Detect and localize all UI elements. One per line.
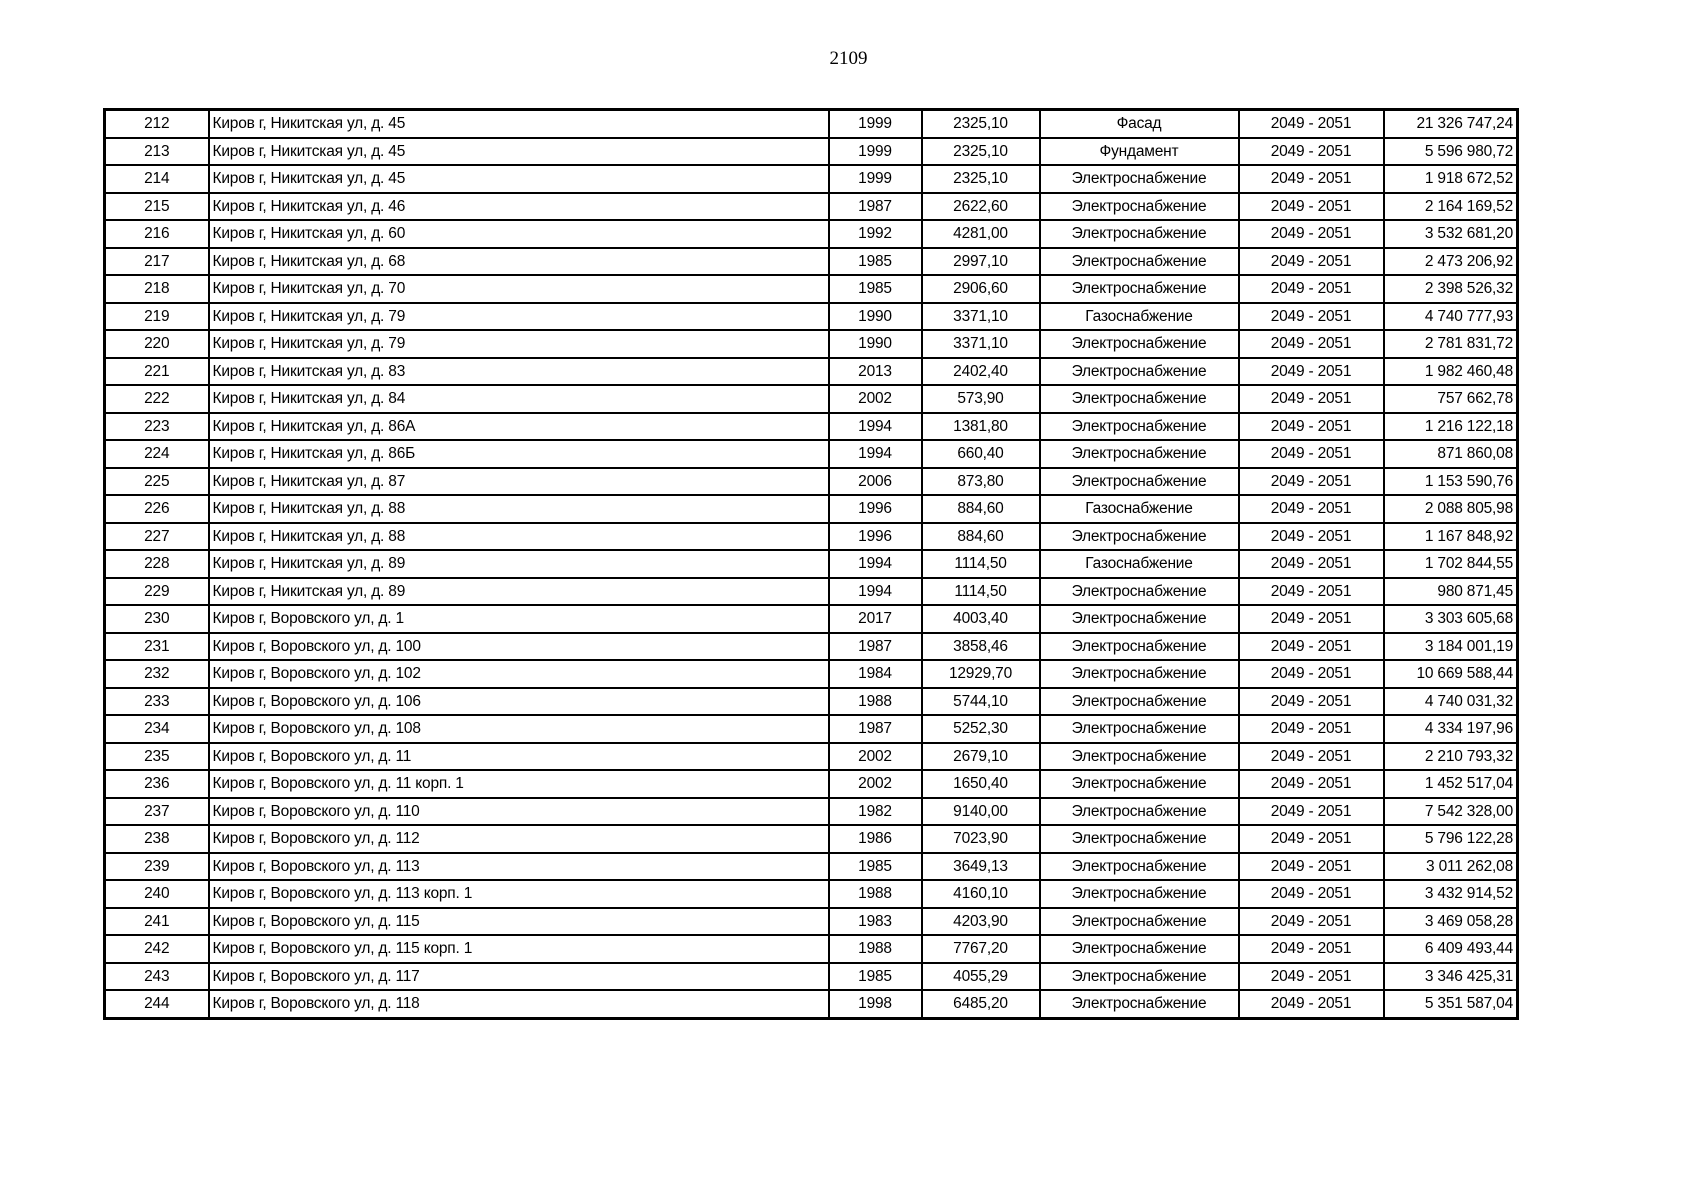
year-built-cell: 1988 (829, 688, 922, 716)
cost-cell: 2 210 793,32 (1384, 743, 1518, 771)
year-built-cell: 1994 (829, 578, 922, 606)
area-cell: 3649,13 (922, 853, 1040, 881)
row-number-cell: 215 (105, 193, 209, 221)
row-number-cell: 218 (105, 275, 209, 303)
address-cell: Киров г, Никитская ул, д. 88 (209, 523, 829, 551)
period-cell: 2049 - 2051 (1239, 275, 1384, 303)
cost-cell: 5 596 980,72 (1384, 138, 1518, 166)
year-built-cell: 1982 (829, 798, 922, 826)
period-cell: 2049 - 2051 (1239, 578, 1384, 606)
period-cell: 2049 - 2051 (1239, 743, 1384, 771)
area-cell: 2622,60 (922, 193, 1040, 221)
row-number-cell: 233 (105, 688, 209, 716)
table-row (105, 385, 1518, 413)
address-cell: Киров г, Воровского ул, д. 112 (209, 825, 829, 853)
area-cell: 1114,50 (922, 550, 1040, 578)
cost-cell: 2 473 206,92 (1384, 248, 1518, 276)
area-cell: 873,80 (922, 468, 1040, 496)
table-row (105, 248, 1518, 276)
area-cell: 660,40 (922, 440, 1040, 468)
address-cell: Киров г, Никитская ул, д. 88 (209, 495, 829, 523)
year-built-cell: 1988 (829, 935, 922, 963)
table-row (105, 990, 1518, 1018)
cost-cell: 3 532 681,20 (1384, 220, 1518, 248)
period-cell: 2049 - 2051 (1239, 495, 1384, 523)
row-number-cell: 220 (105, 330, 209, 358)
area-cell: 2402,40 (922, 358, 1040, 386)
year-built-cell: 2002 (829, 743, 922, 771)
work-type-cell: Электроснабжение (1040, 330, 1239, 358)
row-number-cell: 212 (105, 110, 209, 138)
area-cell: 2325,10 (922, 165, 1040, 193)
row-number-cell: 213 (105, 138, 209, 166)
period-cell: 2049 - 2051 (1239, 880, 1384, 908)
work-type-cell: Электроснабжение (1040, 275, 1239, 303)
area-cell: 7767,20 (922, 935, 1040, 963)
row-number-cell: 232 (105, 660, 209, 688)
work-type-cell: Электроснабжение (1040, 990, 1239, 1018)
cost-cell: 5 351 587,04 (1384, 990, 1518, 1018)
row-number-cell: 224 (105, 440, 209, 468)
work-type-cell: Электроснабжение (1040, 853, 1239, 881)
period-cell: 2049 - 2051 (1239, 440, 1384, 468)
address-cell: Киров г, Воровского ул, д. 113 (209, 853, 829, 881)
area-cell: 1114,50 (922, 578, 1040, 606)
row-number-cell: 227 (105, 523, 209, 551)
area-cell: 5744,10 (922, 688, 1040, 716)
cost-cell: 3 011 262,08 (1384, 853, 1518, 881)
address-cell: Киров г, Никитская ул, д. 89 (209, 550, 829, 578)
year-built-cell: 1999 (829, 110, 922, 138)
table-row (105, 935, 1518, 963)
period-cell: 2049 - 2051 (1239, 468, 1384, 496)
year-built-cell: 1992 (829, 220, 922, 248)
address-cell: Киров г, Воровского ул, д. 100 (209, 633, 829, 661)
work-type-cell: Электроснабжение (1040, 633, 1239, 661)
work-type-cell: Электроснабжение (1040, 770, 1239, 798)
table-row (105, 825, 1518, 853)
area-cell: 2325,10 (922, 138, 1040, 166)
period-cell: 2049 - 2051 (1239, 908, 1384, 936)
work-type-cell: Электроснабжение (1040, 908, 1239, 936)
period-cell: 2049 - 2051 (1239, 523, 1384, 551)
table-row (105, 908, 1518, 936)
table-row (105, 688, 1518, 716)
work-type-cell: Электроснабжение (1040, 413, 1239, 441)
cost-cell: 2 164 169,52 (1384, 193, 1518, 221)
area-cell: 1650,40 (922, 770, 1040, 798)
table-row (105, 303, 1518, 331)
table-row (105, 605, 1518, 633)
period-cell: 2049 - 2051 (1239, 688, 1384, 716)
year-built-cell: 1999 (829, 138, 922, 166)
cost-cell: 3 432 914,52 (1384, 880, 1518, 908)
cost-cell: 1 702 844,55 (1384, 550, 1518, 578)
period-cell: 2049 - 2051 (1239, 963, 1384, 991)
row-number-cell: 225 (105, 468, 209, 496)
area-cell: 9140,00 (922, 798, 1040, 826)
year-built-cell: 1990 (829, 303, 922, 331)
cost-cell: 980 871,45 (1384, 578, 1518, 606)
cost-cell: 21 326 747,24 (1384, 110, 1518, 138)
area-cell: 3371,10 (922, 330, 1040, 358)
period-cell: 2049 - 2051 (1239, 110, 1384, 138)
cost-cell: 1 918 672,52 (1384, 165, 1518, 193)
year-built-cell: 2002 (829, 385, 922, 413)
work-type-cell: Электроснабжение (1040, 880, 1239, 908)
address-cell: Киров г, Воровского ул, д. 106 (209, 688, 829, 716)
work-type-cell: Электроснабжение (1040, 963, 1239, 991)
cost-cell: 4 334 197,96 (1384, 715, 1518, 743)
year-built-cell: 1994 (829, 550, 922, 578)
row-number-cell: 231 (105, 633, 209, 661)
table-row (105, 413, 1518, 441)
year-built-cell: 1987 (829, 633, 922, 661)
area-cell: 3858,46 (922, 633, 1040, 661)
row-number-cell: 238 (105, 825, 209, 853)
area-cell: 7023,90 (922, 825, 1040, 853)
work-type-cell: Электроснабжение (1040, 935, 1239, 963)
work-type-cell: Электроснабжение (1040, 660, 1239, 688)
period-cell: 2049 - 2051 (1239, 660, 1384, 688)
year-built-cell: 1996 (829, 523, 922, 551)
area-cell: 884,60 (922, 495, 1040, 523)
registry-body (105, 110, 1518, 1019)
work-type-cell: Электроснабжение (1040, 743, 1239, 771)
address-cell: Киров г, Воровского ул, д. 11 (209, 743, 829, 771)
period-cell: 2049 - 2051 (1239, 248, 1384, 276)
area-cell: 4055,29 (922, 963, 1040, 991)
year-built-cell: 2002 (829, 770, 922, 798)
area-cell: 3371,10 (922, 303, 1040, 331)
work-type-cell: Газоснабжение (1040, 303, 1239, 331)
work-type-cell: Электроснабжение (1040, 385, 1239, 413)
year-built-cell: 1994 (829, 440, 922, 468)
area-cell: 2325,10 (922, 110, 1040, 138)
area-cell: 12929,70 (922, 660, 1040, 688)
address-cell: Киров г, Воровского ул, д. 115 (209, 908, 829, 936)
address-cell: Киров г, Воровского ул, д. 108 (209, 715, 829, 743)
cost-cell: 2 781 831,72 (1384, 330, 1518, 358)
period-cell: 2049 - 2051 (1239, 798, 1384, 826)
row-number-cell: 241 (105, 908, 209, 936)
cost-cell: 4 740 031,32 (1384, 688, 1518, 716)
work-type-cell: Электроснабжение (1040, 715, 1239, 743)
cost-cell: 1 982 460,48 (1384, 358, 1518, 386)
row-number-cell: 214 (105, 165, 209, 193)
period-cell: 2049 - 2051 (1239, 220, 1384, 248)
period-cell: 2049 - 2051 (1239, 165, 1384, 193)
row-number-cell: 226 (105, 495, 209, 523)
year-built-cell: 1983 (829, 908, 922, 936)
row-number-cell: 239 (105, 853, 209, 881)
address-cell: Киров г, Никитская ул, д. 70 (209, 275, 829, 303)
table-row (105, 715, 1518, 743)
year-built-cell: 1988 (829, 880, 922, 908)
row-number-cell: 228 (105, 550, 209, 578)
year-built-cell: 1998 (829, 990, 922, 1018)
cost-cell: 3 346 425,31 (1384, 963, 1518, 991)
table-row (105, 165, 1518, 193)
row-number-cell: 230 (105, 605, 209, 633)
work-type-cell: Электроснабжение (1040, 468, 1239, 496)
address-cell: Киров г, Никитская ул, д. 83 (209, 358, 829, 386)
table-row (105, 770, 1518, 798)
year-built-cell: 2006 (829, 468, 922, 496)
work-type-cell: Электроснабжение (1040, 248, 1239, 276)
period-cell: 2049 - 2051 (1239, 825, 1384, 853)
year-built-cell: 1985 (829, 248, 922, 276)
table-row (105, 880, 1518, 908)
cost-cell: 1 153 590,76 (1384, 468, 1518, 496)
address-cell: Киров г, Воровского ул, д. 117 (209, 963, 829, 991)
table-row (105, 523, 1518, 551)
table-row (105, 330, 1518, 358)
address-cell: Киров г, Воровского ул, д. 102 (209, 660, 829, 688)
row-number-cell: 243 (105, 963, 209, 991)
address-cell: Киров г, Никитская ул, д. 79 (209, 303, 829, 331)
address-cell: Киров г, Воровского ул, д. 113 корп. 1 (209, 880, 829, 908)
period-cell: 2049 - 2051 (1239, 385, 1384, 413)
period-cell: 2049 - 2051 (1239, 715, 1384, 743)
period-cell: 2049 - 2051 (1239, 330, 1384, 358)
address-cell: Киров г, Никитская ул, д. 60 (209, 220, 829, 248)
work-type-cell: Электроснабжение (1040, 605, 1239, 633)
year-built-cell: 1994 (829, 413, 922, 441)
cost-cell: 871 860,08 (1384, 440, 1518, 468)
area-cell: 573,90 (922, 385, 1040, 413)
address-cell: Киров г, Никитская ул, д. 86А (209, 413, 829, 441)
table-row (105, 660, 1518, 688)
year-built-cell: 1985 (829, 963, 922, 991)
work-type-cell: Электроснабжение (1040, 440, 1239, 468)
row-number-cell: 223 (105, 413, 209, 441)
area-cell: 4160,10 (922, 880, 1040, 908)
area-cell: 4281,00 (922, 220, 1040, 248)
work-type-cell: Электроснабжение (1040, 220, 1239, 248)
cost-cell: 5 796 122,28 (1384, 825, 1518, 853)
year-built-cell: 1987 (829, 193, 922, 221)
cost-cell: 6 409 493,44 (1384, 935, 1518, 963)
row-number-cell: 216 (105, 220, 209, 248)
table-row (105, 495, 1518, 523)
period-cell: 2049 - 2051 (1239, 605, 1384, 633)
row-number-cell: 229 (105, 578, 209, 606)
area-cell: 4003,40 (922, 605, 1040, 633)
address-cell: Киров г, Никитская ул, д. 84 (209, 385, 829, 413)
table-row (105, 963, 1518, 991)
address-cell: Киров г, Воровского ул, д. 118 (209, 990, 829, 1018)
address-cell: Киров г, Воровского ул, д. 115 корп. 1 (209, 935, 829, 963)
work-type-cell: Электроснабжение (1040, 688, 1239, 716)
period-cell: 2049 - 2051 (1239, 138, 1384, 166)
table-row (105, 358, 1518, 386)
work-type-cell: Электроснабжение (1040, 358, 1239, 386)
year-built-cell: 1990 (829, 330, 922, 358)
work-type-cell: Газоснабжение (1040, 550, 1239, 578)
period-cell: 2049 - 2051 (1239, 990, 1384, 1018)
table-row (105, 743, 1518, 771)
row-number-cell: 222 (105, 385, 209, 413)
row-number-cell: 235 (105, 743, 209, 771)
table-row (105, 440, 1518, 468)
period-cell: 2049 - 2051 (1239, 935, 1384, 963)
row-number-cell: 240 (105, 880, 209, 908)
cost-cell: 3 303 605,68 (1384, 605, 1518, 633)
table-row (105, 110, 1518, 138)
period-cell: 2049 - 2051 (1239, 413, 1384, 441)
year-built-cell: 1984 (829, 660, 922, 688)
work-type-cell: Электроснабжение (1040, 578, 1239, 606)
area-cell: 5252,30 (922, 715, 1040, 743)
address-cell: Киров г, Никитская ул, д. 79 (209, 330, 829, 358)
row-number-cell: 237 (105, 798, 209, 826)
area-cell: 2997,10 (922, 248, 1040, 276)
year-built-cell: 1985 (829, 275, 922, 303)
registry-table (103, 108, 1519, 1020)
address-cell: Киров г, Воровского ул, д. 11 корп. 1 (209, 770, 829, 798)
address-cell: Киров г, Никитская ул, д. 45 (209, 138, 829, 166)
address-cell: Киров г, Никитская ул, д. 87 (209, 468, 829, 496)
year-built-cell: 2013 (829, 358, 922, 386)
year-built-cell: 1985 (829, 853, 922, 881)
area-cell: 1381,80 (922, 413, 1040, 441)
cost-cell: 2 088 805,98 (1384, 495, 1518, 523)
work-type-cell: Электроснабжение (1040, 798, 1239, 826)
cost-cell: 1 452 517,04 (1384, 770, 1518, 798)
table-row (105, 193, 1518, 221)
area-cell: 884,60 (922, 523, 1040, 551)
work-type-cell: Электроснабжение (1040, 523, 1239, 551)
year-built-cell: 1987 (829, 715, 922, 743)
cost-cell: 757 662,78 (1384, 385, 1518, 413)
table-row (105, 275, 1518, 303)
row-number-cell: 219 (105, 303, 209, 331)
work-type-cell: Газоснабжение (1040, 495, 1239, 523)
area-cell: 2679,10 (922, 743, 1040, 771)
year-built-cell: 2017 (829, 605, 922, 633)
address-cell: Киров г, Никитская ул, д. 45 (209, 165, 829, 193)
table-row (105, 633, 1518, 661)
cost-cell: 3 184 001,19 (1384, 633, 1518, 661)
row-number-cell: 244 (105, 990, 209, 1018)
cost-cell: 3 469 058,28 (1384, 908, 1518, 936)
period-cell: 2049 - 2051 (1239, 303, 1384, 331)
period-cell: 2049 - 2051 (1239, 770, 1384, 798)
work-type-cell: Электроснабжение (1040, 193, 1239, 221)
area-cell: 4203,90 (922, 908, 1040, 936)
work-type-cell: Электроснабжение (1040, 165, 1239, 193)
row-number-cell: 234 (105, 715, 209, 743)
table-row (105, 853, 1518, 881)
cost-cell: 2 398 526,32 (1384, 275, 1518, 303)
period-cell: 2049 - 2051 (1239, 550, 1384, 578)
table-row (105, 550, 1518, 578)
cost-cell: 1 216 122,18 (1384, 413, 1518, 441)
cost-cell: 7 542 328,00 (1384, 798, 1518, 826)
area-cell: 2906,60 (922, 275, 1040, 303)
address-cell: Киров г, Никитская ул, д. 46 (209, 193, 829, 221)
period-cell: 2049 - 2051 (1239, 193, 1384, 221)
table-row (105, 798, 1518, 826)
year-built-cell: 1986 (829, 825, 922, 853)
address-cell: Киров г, Никитская ул, д. 86Б (209, 440, 829, 468)
year-built-cell: 1999 (829, 165, 922, 193)
row-number-cell: 236 (105, 770, 209, 798)
cost-cell: 1 167 848,92 (1384, 523, 1518, 551)
cost-cell: 4 740 777,93 (1384, 303, 1518, 331)
year-built-cell: 1996 (829, 495, 922, 523)
table-row (105, 138, 1518, 166)
table-row (105, 578, 1518, 606)
row-number-cell: 242 (105, 935, 209, 963)
work-type-cell: Фундамент (1040, 138, 1239, 166)
address-cell: Киров г, Никитская ул, д. 89 (209, 578, 829, 606)
period-cell: 2049 - 2051 (1239, 633, 1384, 661)
period-cell: 2049 - 2051 (1239, 358, 1384, 386)
area-cell: 6485,20 (922, 990, 1040, 1018)
period-cell: 2049 - 2051 (1239, 853, 1384, 881)
page-number: 2109 (829, 48, 868, 69)
address-cell: Киров г, Воровского ул, д. 110 (209, 798, 829, 826)
work-type-cell: Фасад (1040, 110, 1239, 138)
row-number-cell: 217 (105, 248, 209, 276)
address-cell: Киров г, Никитская ул, д. 45 (209, 110, 829, 138)
work-type-cell: Электроснабжение (1040, 825, 1239, 853)
table-row (105, 220, 1518, 248)
cost-cell: 10 669 588,44 (1384, 660, 1518, 688)
address-cell: Киров г, Воровского ул, д. 1 (209, 605, 829, 633)
table-row (105, 468, 1518, 496)
address-cell: Киров г, Никитская ул, д. 68 (209, 248, 829, 276)
row-number-cell: 221 (105, 358, 209, 386)
